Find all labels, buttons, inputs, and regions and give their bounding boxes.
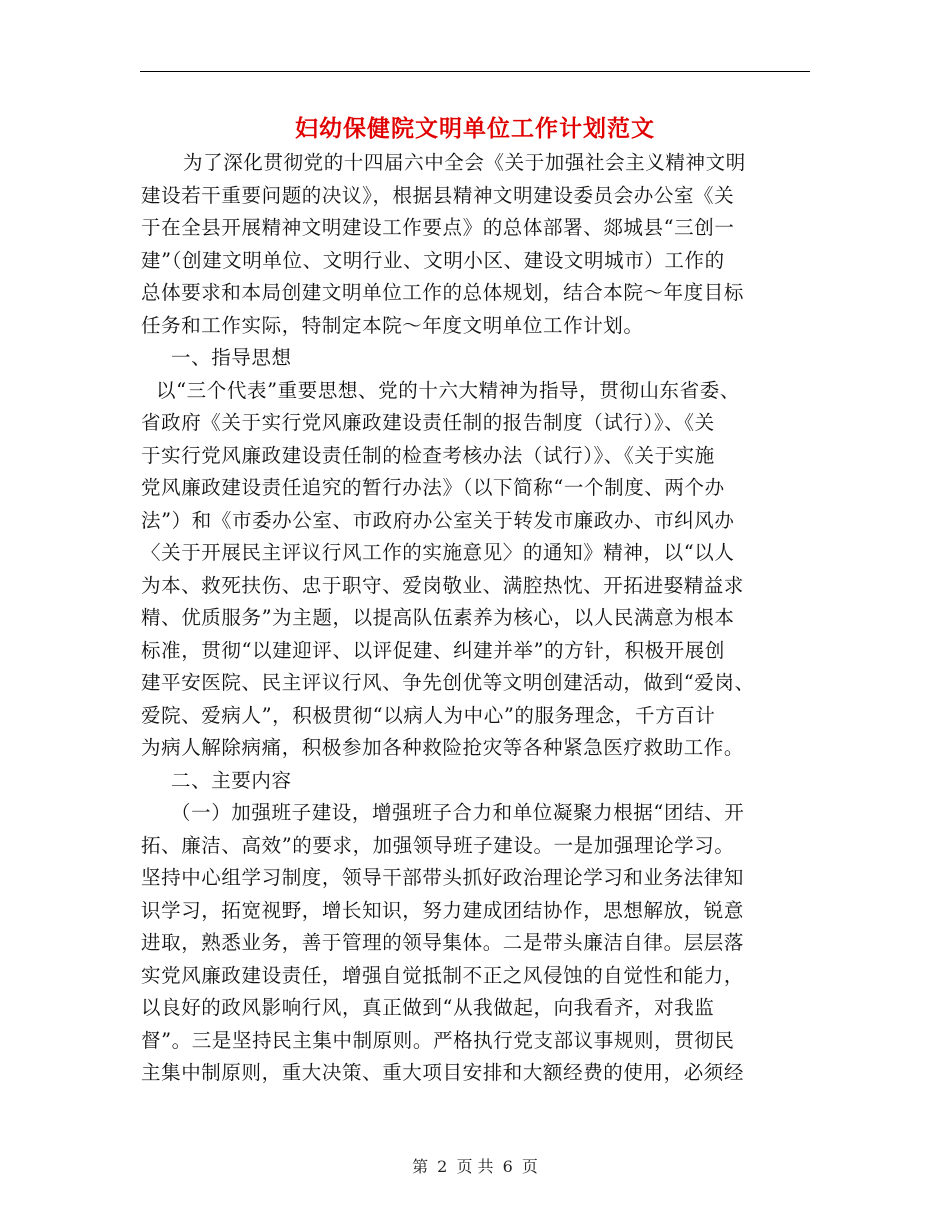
text-line: 建平安医院、民主评议行风、争先创优等文明创建活动，做到“爱岗、 bbox=[141, 671, 755, 694]
text-line: 党风廉政建设责任追究的暂行办法》（以下简称“一个制度、两个办 bbox=[141, 476, 725, 499]
text-line: 督”。三是坚持民主集中制原则。严格执行党支部议事规则，贯彻民 bbox=[141, 1028, 735, 1052]
text-line: 爱院、爱病人”，积极贯彻“以病人为中心”的服务理念，千方百计 bbox=[141, 703, 716, 727]
page-footer bbox=[0, 1154, 950, 1177]
text-line: 进取，熟悉业务，善于管理的领导集体。二是带头廉洁自律。层层落 bbox=[141, 931, 745, 954]
text-line: （一）加强班子建设，增强班子合力和单位凝聚力根据“团结、开 bbox=[171, 801, 745, 824]
text-line: 总体要求和本局创建文明单位工作的总体规划，结合本院～年度目标 bbox=[141, 281, 745, 304]
text-line: 精、优质服务”为主题，以提高队伍素养为核心，以人民满意为根本 bbox=[141, 606, 735, 629]
text-line: 法”）和《市委办公室、市政府办公室关于转发市廉政办、市纠风办 bbox=[141, 508, 735, 532]
footer-total-pages: 6 bbox=[502, 1157, 513, 1176]
footer-prefix: 第 bbox=[412, 1157, 429, 1176]
header-rule bbox=[140, 71, 810, 72]
text-line: 以“三个代表”重要思想、党的十六大精神为指导，贯彻山东省委、 bbox=[156, 378, 740, 402]
document-title: 妇幼保健院文明单位工作计划范文 bbox=[295, 115, 655, 142]
text-line: 标准，贯彻“以建迎评、以评促建、纠建并举”的方针，积极开展创 bbox=[141, 638, 725, 662]
text-line: 为了深化贯彻党的十四届六中全会《关于加强社会主义精神文明 bbox=[183, 151, 746, 174]
text-line: 为病人解除病痛，积极参加各种救险抢灾等各种紧急医疗救助工作。 bbox=[141, 736, 745, 759]
text-line: 以良好的政风影响行风，真正做到“从我做起，向我看齐，对我监 bbox=[141, 996, 715, 1019]
footer-page-number: 2 bbox=[437, 1157, 448, 1176]
text-line: 于实行党风廉政建设责任制的检查考核办法（试行）》、《关于实施 bbox=[141, 443, 715, 467]
text-line: 一、指导思想 bbox=[171, 346, 292, 369]
text-line: 建”（创建文明单位、文明行业、文明小区、建设文明城市）工作的 bbox=[141, 248, 725, 272]
text-line: 省政府《关于实行党风廉政建设责任制的报告制度（试行）》、《关 bbox=[141, 411, 715, 434]
footer-suffix: 页 bbox=[521, 1157, 538, 1176]
footer-mid: 页 共 bbox=[456, 1157, 494, 1176]
text-line: 主集中制原则，重大决策、重大项目安排和大额经费的使用，必须经 bbox=[141, 1061, 745, 1084]
text-line: 任务和工作实际，特制定本院～年度文明单位工作计划。 bbox=[141, 313, 644, 337]
document-body bbox=[141, 147, 831, 1090]
text-line: 〈关于开展民主评议行风工作的实施意见〉的通知》精神，以“以人 bbox=[141, 541, 735, 564]
text-line: 建设若干重要问题的决议》，根据县精神文明建设委员会办公室《关 bbox=[141, 183, 735, 207]
text-line: 二、主要内容 bbox=[171, 768, 292, 792]
text-line: 为本、救死扶伤、忠于职守、爱岗敬业、满腔热忱、开拓进娶精益求 bbox=[141, 573, 745, 597]
text-line: 实党风廉政建设责任，增强自觉抵制不正之风侵蚀的自觉性和能力， bbox=[141, 963, 745, 987]
text-line: 于在全县开展精神文明建设工作要点》的总体部署、郯城县“三创一 bbox=[141, 216, 735, 239]
text-line: 坚持中心组学习制度，领导干部带头抓好政治理论学习和业务法律知 bbox=[141, 866, 745, 889]
text-line: 识学习，拓宽视野，增长知识，努力建成团结协作，思想解放，锐意 bbox=[141, 898, 745, 922]
text-line: 拓、廉洁、高效”的要求，加强领导班子建设。一是加强理论学习。 bbox=[141, 833, 735, 857]
